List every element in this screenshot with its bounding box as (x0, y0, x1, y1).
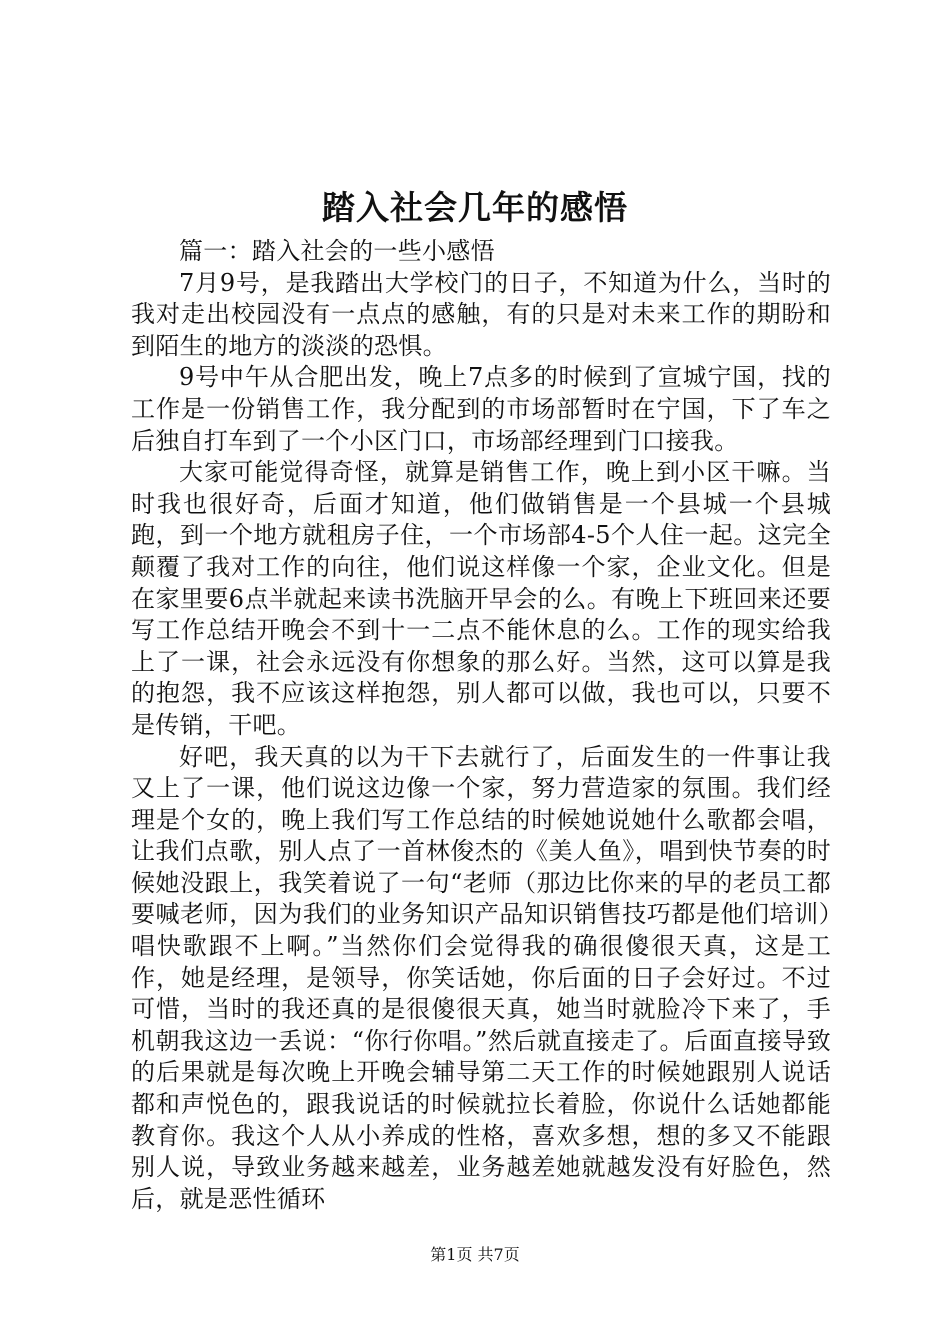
paragraph: 大家可能觉得奇怪，就算是销售工作，晚上到小区干嘛。当时我也很好奇，后面才知道，他们做销售是一个县城一个县城跑，到一个地方就租房子住，一个市场部4-5个人住一起。这完全颠覆了我对工作的向往，他们说这样像一个家，企业文化。但是在家里要6点半就起来读书洗脑开早会的么。有晚上下班回来还要写工作总结开晚会不到十一二点不能休息的么。工作的现实给我上了一课，社会永远没有你想象的那么好。当然，这可以算是我的抱怨，我不应该这样抱怨，别人都可以做，我也可以，只要不是传销，干吧。 (131, 458, 831, 739)
page-footer: 第1页 共7页 (430, 1245, 520, 1264)
paragraph: 好吧，我天真的以为干下去就行了，后面发生的一件事让我又上了一课，他们说这边像一个家，努力营造家的氛围。我们经理是个女的，晚上我们写工作总结的时候她说她什么歌都会唱，让我们点歌，别人点了一首林俊杰的《美人鱼》，唱到快节奏的时候她没跟上，我笑着说了一句“老师（那边比你来的早的老员工都要喊老师，因为我们的业务知识产品知识销售技巧都是他们培训）唱快歌跟不上啊。”当然你们会觉得我的确很傻很天真，这是工作，她是经理，是领导，你笑话她，你后面的日子会好过。不过可惜，当时的我还真的是很傻很天真，她当时就脸冷下来了，手机朝我这边一丢说：“你行你唱。”然后就直接走了。后面直接导致的后果就是每次晚上开晚会辅导第二天工作的时候她跟别人说话都和声悦色的，跟我说话的时候就拉长着脸，你说什么话她都能教育你。我这个人从小养成的性格，喜欢多想，想的多又不能跟别人说，导致业务越来越差，业务越差她就越发没有好脸色，然后，就是恶性循环 (131, 742, 831, 1213)
document-body (131, 236, 831, 1215)
document-title: 踏入社会几年的感悟 (322, 188, 628, 227)
paragraph: 9号中午从合肥出发，晚上7点多的时候到了宣城宁国，找的工作是一份销售工作，我分配到的市场部暂时在宁国，下了车之后独自打车到了一个小区门口，市场部经理到门口接我。 (131, 363, 831, 455)
section-heading: 篇一：踏入社会的一些小感悟 (179, 237, 495, 265)
paragraph: 7月9号，是我踏出大学校门的日子，不知道为什么，当时的我对走出校园没有一点点的感触，有的只是对未来工作的期盼和到陌生的地方的淡淡的恐惧。 (131, 268, 831, 360)
